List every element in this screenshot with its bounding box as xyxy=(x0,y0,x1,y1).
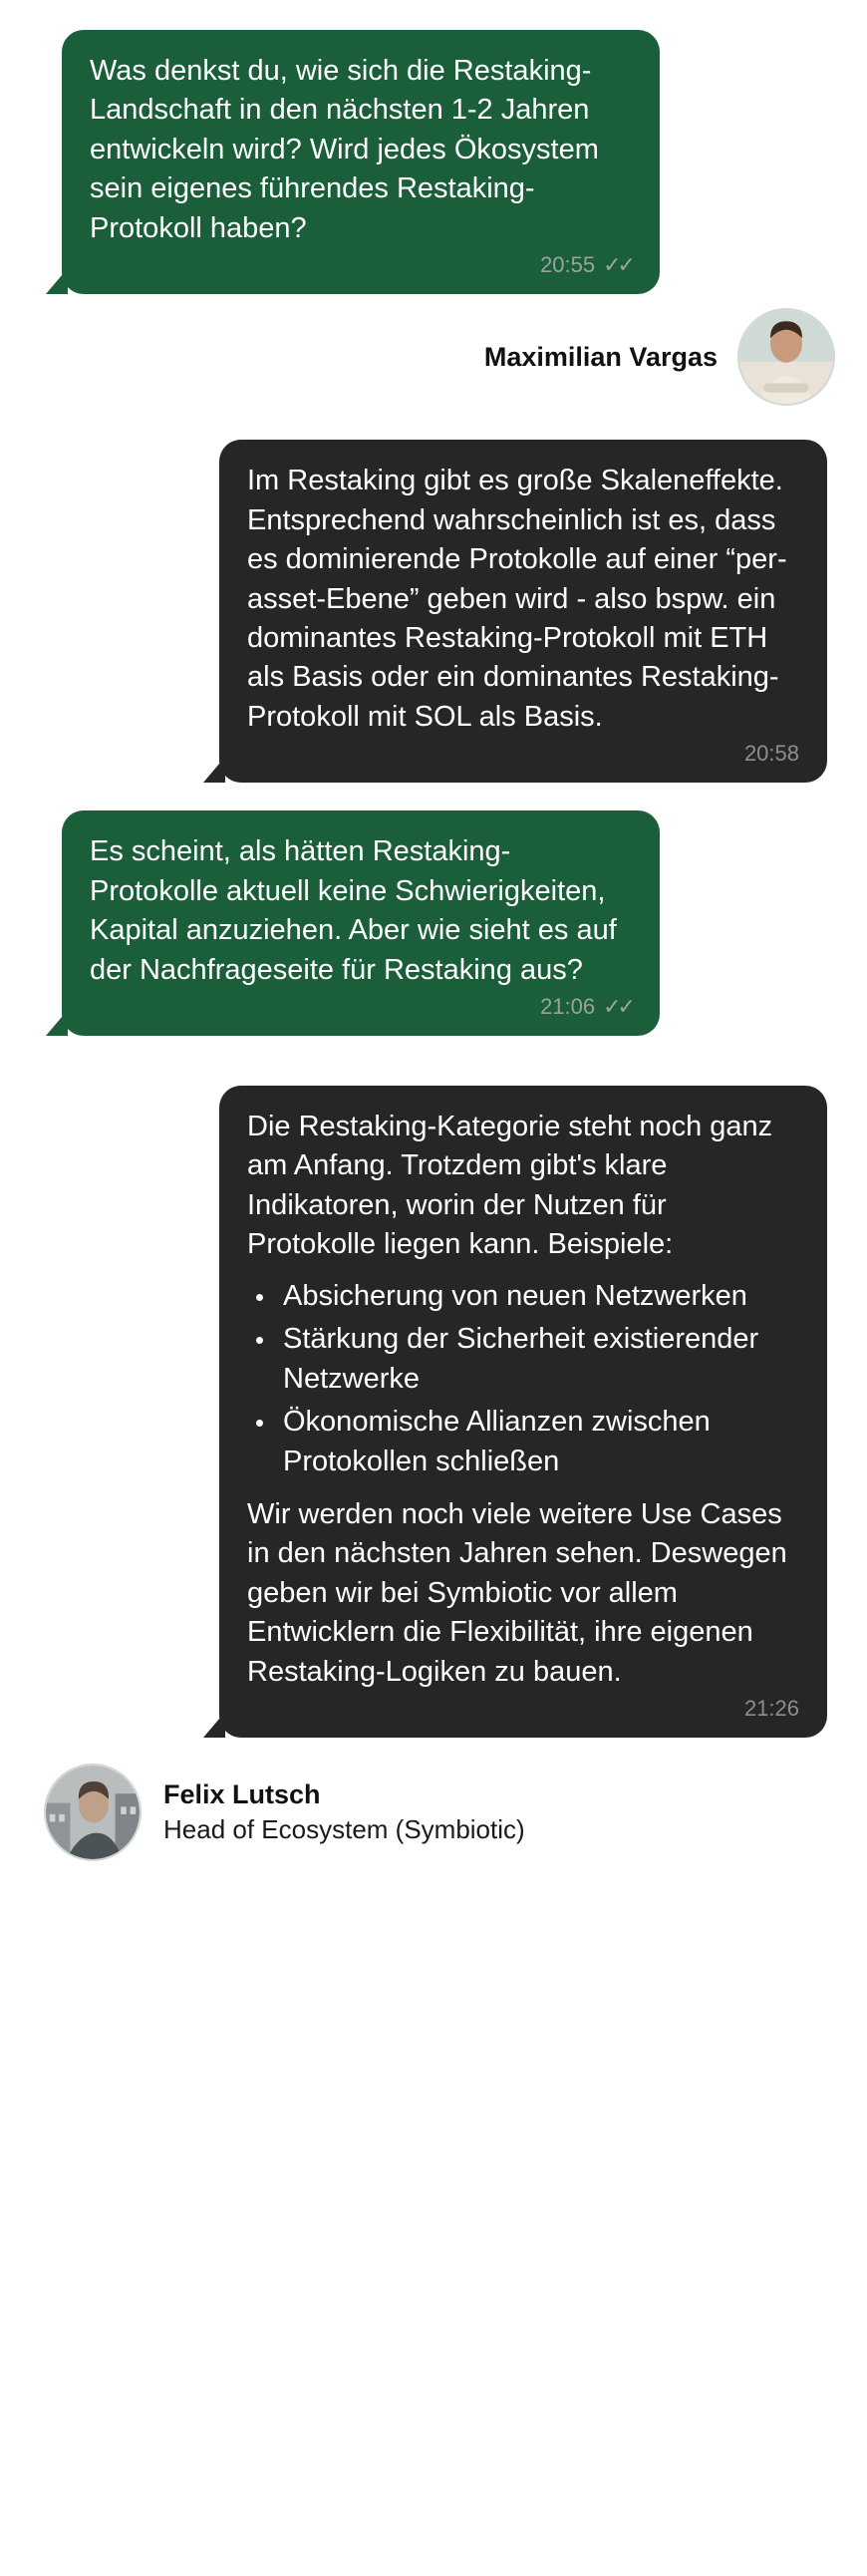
read-receipt-icon: ✓✓ xyxy=(603,252,632,278)
message-row-incoming xyxy=(20,1086,847,1738)
message-bubble-incoming[interactable] xyxy=(219,440,827,783)
sender-role: Head of Ecosystem (Symbiotic) xyxy=(163,1814,525,1845)
read-receipt-icon: ✓✓ xyxy=(603,994,632,1019)
list-item: • Ökonomische Allianzen zwischen Protokollen schließen xyxy=(277,1403,799,1481)
message-row-outgoing xyxy=(20,810,847,1036)
message-bubble-outgoing[interactable] xyxy=(62,810,660,1036)
spacer xyxy=(20,1046,847,1086)
spacer xyxy=(20,793,847,810)
avatar-photo-man-suit-icon xyxy=(739,310,833,404)
sender-name: Maximilian Vargas xyxy=(483,341,718,372)
message-bubble-outgoing[interactable] xyxy=(62,30,660,294)
message-row-incoming xyxy=(20,440,847,783)
list-item: • Stärkung der Sicherheit existierender Netzwerke xyxy=(277,1320,799,1399)
message-meta xyxy=(90,254,632,276)
list-item: • Absicherung von neuen Netzwerken xyxy=(277,1277,799,1316)
message-intro-text: Die Restaking-Kategorie steht noch ganz am Anfang. Trotzdem gibt's klare Indikatoren, worin der Nutzen für Protokolle liegen kann. Beispiele: xyxy=(247,1111,773,1261)
message-timestamp: 21:26 xyxy=(743,1696,799,1722)
sender-text-block xyxy=(163,1779,525,1845)
message-timestamp: 21:06 xyxy=(540,994,596,1019)
message-meta xyxy=(247,1698,799,1720)
message-text: Es scheint, als hätten Restaking-Protokolle aktuell keine Schwierigkeiten, Kapital anzuziehen. Aber wie sieht es auf der Nachfrageseite für Restaking aus? xyxy=(90,835,625,986)
message-bullet-list xyxy=(247,1277,799,1481)
message-timestamp: 20:55 xyxy=(540,252,596,278)
message-text: Was denkst du, wie sich die Restaking-Landschaft in den nächsten 1-2 Jahren entwickeln wird? Wird jedes Ökosystem sein eigenes führendes Restaking-Protokoll haben? xyxy=(90,55,607,244)
message-outro-text: Wir werden noch viele weitere Use Cases in den nächsten Jahren sehen. Deswegen geben wir bei Symbiotic vor allem Entwicklern die Flexibilität, ihre eigenen Restaking-Logiken zu bauen. xyxy=(247,1497,787,1688)
message-meta xyxy=(90,996,632,1018)
avatar xyxy=(44,1764,142,1861)
message-row-outgoing xyxy=(20,30,847,294)
message-bubble-incoming[interactable] xyxy=(219,1086,827,1738)
message-meta xyxy=(247,743,799,765)
sender-name: Felix Lutsch xyxy=(163,1779,321,1810)
sender-block-guest xyxy=(44,1764,847,1861)
avatar xyxy=(737,308,835,406)
avatar-photo-man-outdoor-icon xyxy=(46,1766,140,1859)
spacer xyxy=(20,1871,847,1901)
message-text: Im Restaking gibt es große Skaleneffekte. Entsprechend wahrscheinlich ist es, dass es dominierende Protokolle auf einer “per-asset-Ebene” geben wird - also bspw. ein dominantes Restaking-Protokoll mit ETH als Basis oder ein dominantes Restaking-Protokoll mit SOL als Basis. xyxy=(247,465,791,733)
sender-block-interviewer xyxy=(20,308,835,406)
message-timestamp: 20:58 xyxy=(743,741,799,767)
